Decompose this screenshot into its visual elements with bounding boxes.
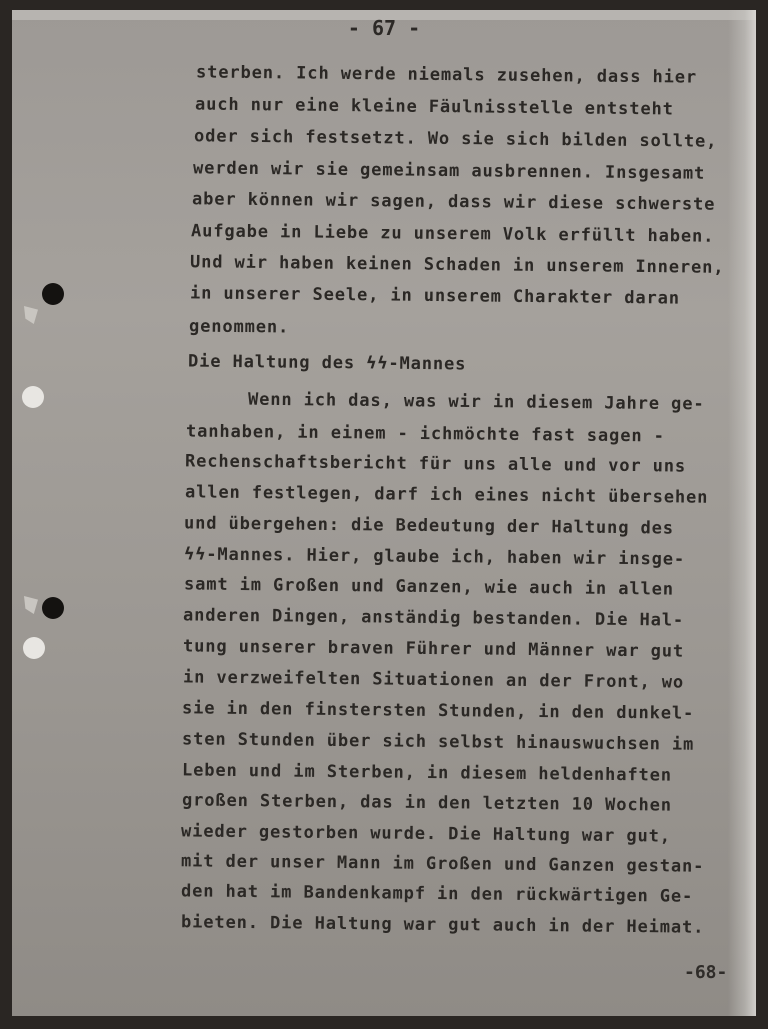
text-line: genommen.	[188, 316, 290, 338]
punch-hole-icon	[23, 637, 45, 659]
text-line: Leben und im Sterben, in diesem heldenhaften	[181, 760, 673, 786]
body-text	[12, 10, 756, 1016]
punch-hole-icon	[42, 597, 64, 619]
punch-hole-icon	[22, 386, 44, 408]
text-line: sten Stunden über sich selbst hinauswuchsen im	[181, 729, 695, 755]
text-line: Rechenschaftsbericht für uns alle und vor uns	[184, 451, 687, 477]
text-line: und übergehen: die Bedeutung der Haltung des	[183, 513, 675, 539]
text-line: den hat im Bandenkampf in den rückwärtigen Ge-	[180, 881, 694, 907]
text-line: mit der unser Mann im Großen und Ganzen gestan-	[180, 851, 705, 877]
section-heading: Die Haltung des ϟϟ-Mannes	[187, 351, 467, 375]
text-line: sterben. Ich werde niemals zusehen, dass hier	[195, 62, 698, 88]
text-line: samt im Großen und Ganzen, wie auch in allen	[183, 574, 675, 600]
text-line: Und wir haben keinen Schaden in unserem Inneren,	[189, 252, 725, 278]
text-line: großen Sterben, das in den letzten 10 Wochen	[181, 790, 673, 816]
text-line: tanhaben, in einem - ichmöchte fast sagen -	[185, 421, 665, 447]
text-line: auch nur eine kleine Fäulnisstelle entsteht	[194, 94, 674, 120]
next-page-reference: -68-	[684, 962, 728, 983]
text-line: tung unserer braven Führer und Männer war gut	[182, 636, 685, 662]
document-page	[12, 10, 756, 1016]
text-line: allen festlegen, darf ich eines nicht übersehen	[184, 482, 709, 508]
text-line: ϟϟ-Mannes. Hier, glaube ich, haben wir insge-	[183, 544, 686, 570]
text-line: Wenn ich das, was wir in diesem Jahre ge-	[247, 389, 705, 415]
text-line: in verzweifelten Situationen an der Front, wo	[182, 667, 685, 693]
text-line: bieten. Die Haltung war gut auch in der Heimat.	[180, 912, 705, 938]
text-line: wieder gestorben wurde. Die Haltung war gut,	[180, 821, 672, 847]
text-line: aber können wir sagen, dass wir diese schwerste	[191, 189, 716, 215]
text-line: oder sich festsetzt. Wo sie sich bilden sollte,	[193, 126, 718, 152]
text-line: in unserer Seele, in unserem Charakter daran	[189, 283, 681, 309]
text-line: sie in den finstersten Stunden, in den dunkel-	[181, 698, 695, 724]
page-number: - 67 -	[347, 16, 421, 40]
text-line: Aufgabe in Liebe zu unserem Volk erfüllt haben.	[190, 221, 715, 247]
text-line: anderen Dingen, anständig bestanden. Die Hal-	[182, 605, 685, 631]
punch-hole-icon	[42, 283, 64, 305]
text-line: werden wir sie gemeinsam ausbrennen. Insgesamt	[192, 158, 706, 184]
